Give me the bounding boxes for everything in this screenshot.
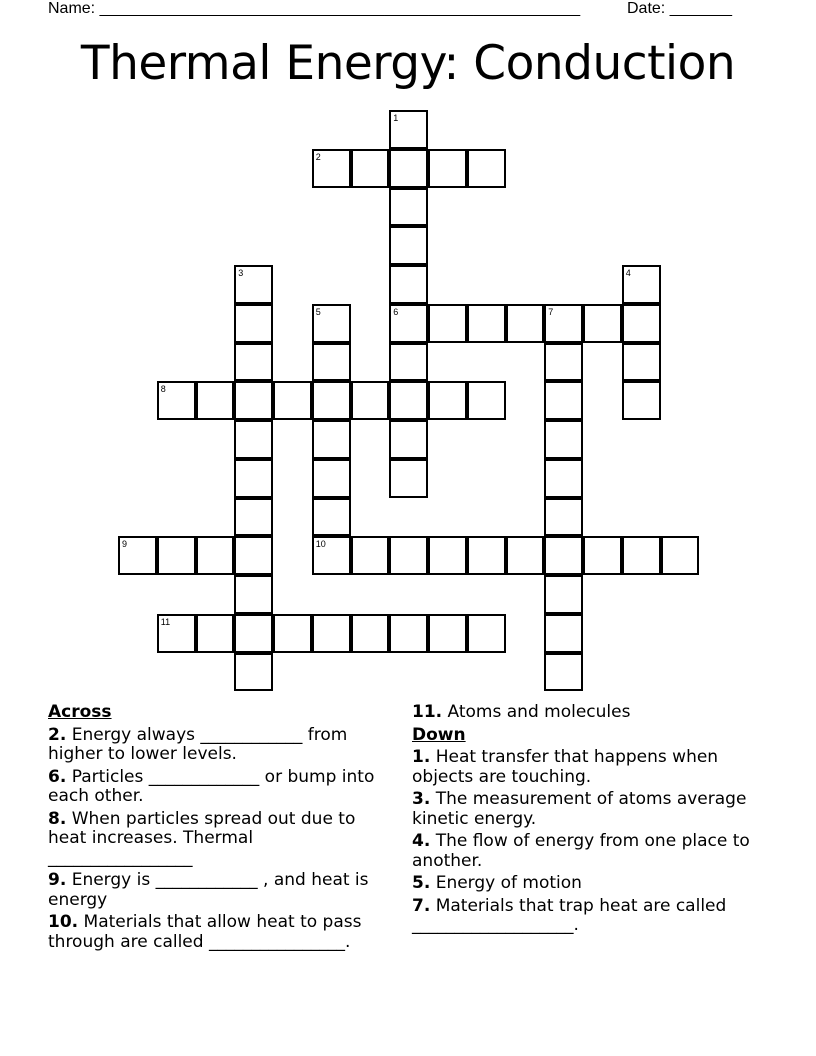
crossword-cell[interactable] xyxy=(622,381,661,420)
crossword-cell[interactable] xyxy=(312,304,351,343)
page-title: Thermal Energy: Conduction xyxy=(80,36,736,91)
crossword-cell[interactable] xyxy=(196,536,235,575)
crossword-cell[interactable] xyxy=(157,614,196,653)
crossword-cell[interactable] xyxy=(544,381,583,420)
crossword-cell[interactable] xyxy=(622,343,661,382)
crossword-cell[interactable] xyxy=(389,304,428,343)
crossword-cell[interactable] xyxy=(428,536,467,575)
crossword-cell[interactable] xyxy=(622,265,661,304)
crossword-cell[interactable] xyxy=(312,614,351,653)
crossword-cell[interactable] xyxy=(506,536,545,575)
clue-number: 3 xyxy=(238,268,244,278)
crossword-cell[interactable] xyxy=(234,653,273,692)
clue-across-2: 2. Energy always ____________ from higher to lower levels. xyxy=(48,724,348,764)
crossword-cell[interactable] xyxy=(196,614,235,653)
crossword-cell[interactable] xyxy=(312,343,351,382)
crossword-cell[interactable] xyxy=(389,343,428,382)
crossword-cell[interactable] xyxy=(351,149,390,188)
crossword-cell[interactable] xyxy=(234,459,273,498)
crossword-cell[interactable] xyxy=(389,149,428,188)
crossword-cell[interactable] xyxy=(583,536,622,575)
crossword-cell[interactable] xyxy=(544,343,583,382)
across-heading: Across xyxy=(48,702,112,722)
crossword-cell[interactable] xyxy=(389,110,428,149)
clue-across-9: 9. Energy is ____________ , and heat is energy xyxy=(48,870,369,910)
clue-number: 2 xyxy=(315,151,321,162)
clue-down-7: 7. Materials that trap heat are called ___________________. xyxy=(412,895,727,935)
crossword-cell[interactable] xyxy=(544,304,583,343)
clue-across-8: 8. When particles spread out due to heat increases. Thermal _________________ xyxy=(48,808,356,868)
down-clues xyxy=(412,703,762,939)
crossword-cell[interactable] xyxy=(234,420,273,459)
crossword-cell[interactable] xyxy=(312,420,351,459)
crossword-cell[interactable] xyxy=(196,381,235,420)
name-field[interactable] xyxy=(48,0,580,18)
crossword-cell[interactable] xyxy=(428,304,467,343)
clue-down-3: 3. The measurement of atoms average kinetic energy. xyxy=(412,789,747,829)
crossword-cell[interactable] xyxy=(234,498,273,537)
clue-number: 11 xyxy=(160,616,171,627)
clue-number: 6 xyxy=(393,306,399,317)
crossword-cell[interactable] xyxy=(234,343,273,382)
crossword-cell[interactable] xyxy=(234,304,273,343)
crossword-cell[interactable] xyxy=(467,149,506,188)
crossword-cell[interactable] xyxy=(157,381,196,420)
crossword-cell[interactable] xyxy=(234,265,273,304)
crossword-cell[interactable] xyxy=(544,498,583,537)
crossword-cell[interactable] xyxy=(428,149,467,188)
crossword-cell[interactable] xyxy=(389,265,428,304)
crossword-cell[interactable] xyxy=(389,420,428,459)
crossword-cell[interactable] xyxy=(312,381,351,420)
crossword-cell[interactable] xyxy=(312,459,351,498)
down-heading: Down xyxy=(412,724,466,745)
crossword-cell[interactable] xyxy=(467,536,506,575)
clue-down-4: 4. The flow of energy from one place to another. xyxy=(412,831,750,871)
crossword-cell[interactable] xyxy=(544,459,583,498)
clue-number: 9 xyxy=(122,539,128,550)
crossword-cell[interactable] xyxy=(234,614,273,653)
name-label: Name: xyxy=(48,0,96,17)
crossword-cell[interactable] xyxy=(428,381,467,420)
clue-down-1: 1. Heat transfer that happens when objects are touching. xyxy=(412,747,719,787)
crossword-cell[interactable] xyxy=(544,653,583,692)
crossword-cell[interactable] xyxy=(118,536,157,575)
crossword-cell[interactable] xyxy=(544,614,583,653)
crossword-cell[interactable] xyxy=(389,226,428,265)
crossword-cell[interactable] xyxy=(234,536,273,575)
name-blank[interactable]: ______________________________________________________ xyxy=(99,0,581,17)
clue-number: 10 xyxy=(315,539,326,550)
date-blank[interactable]: _______ xyxy=(669,0,732,17)
crossword-cell[interactable] xyxy=(544,536,583,575)
crossword-cell[interactable] xyxy=(467,381,506,420)
crossword-cell[interactable] xyxy=(234,381,273,420)
crossword-cell[interactable] xyxy=(351,614,390,653)
crossword-cell[interactable] xyxy=(312,498,351,537)
across-clues xyxy=(48,703,398,955)
crossword-cell[interactable] xyxy=(312,149,351,188)
crossword-cell[interactable] xyxy=(389,381,428,420)
crossword-cell[interactable] xyxy=(312,536,351,575)
crossword-cell[interactable] xyxy=(273,381,312,420)
clue-number: 7 xyxy=(548,306,554,317)
crossword-cell[interactable] xyxy=(351,381,390,420)
clue-down-5: 5. Energy of motion xyxy=(412,873,582,893)
crossword-cell[interactable] xyxy=(389,614,428,653)
crossword-cell[interactable] xyxy=(622,304,661,343)
clue-number: 1 xyxy=(393,113,399,123)
clue-number: 5 xyxy=(315,306,321,317)
crossword-cell[interactable] xyxy=(467,304,506,343)
clue-number: 4 xyxy=(625,268,631,278)
clue-across-11: 11. Atoms and molecules xyxy=(412,702,631,722)
crossword-cell[interactable] xyxy=(157,536,196,575)
clue-across-6: 6. Particles _____________ or bump into each other. xyxy=(48,766,375,806)
crossword-cell[interactable] xyxy=(389,459,428,498)
crossword-cell[interactable] xyxy=(467,614,506,653)
crossword-cell[interactable] xyxy=(351,536,390,575)
date-field[interactable] xyxy=(627,0,732,18)
crossword-cell[interactable] xyxy=(661,536,700,575)
crossword-cell[interactable] xyxy=(544,575,583,614)
crossword-cell[interactable] xyxy=(273,614,312,653)
crossword-cell[interactable] xyxy=(583,304,622,343)
date-label: Date: xyxy=(627,0,666,17)
crossword-cell[interactable] xyxy=(544,420,583,459)
crossword-cell[interactable] xyxy=(428,614,467,653)
crossword-cell[interactable] xyxy=(506,304,545,343)
crossword-cell[interactable] xyxy=(622,536,661,575)
clue-number: 8 xyxy=(160,384,166,395)
clue-across-10: 10. Materials that allow heat to pass through are called ________________. xyxy=(48,912,362,952)
crossword-cell[interactable] xyxy=(234,575,273,614)
crossword-cell[interactable] xyxy=(389,536,428,575)
crossword-cell[interactable] xyxy=(389,188,428,227)
